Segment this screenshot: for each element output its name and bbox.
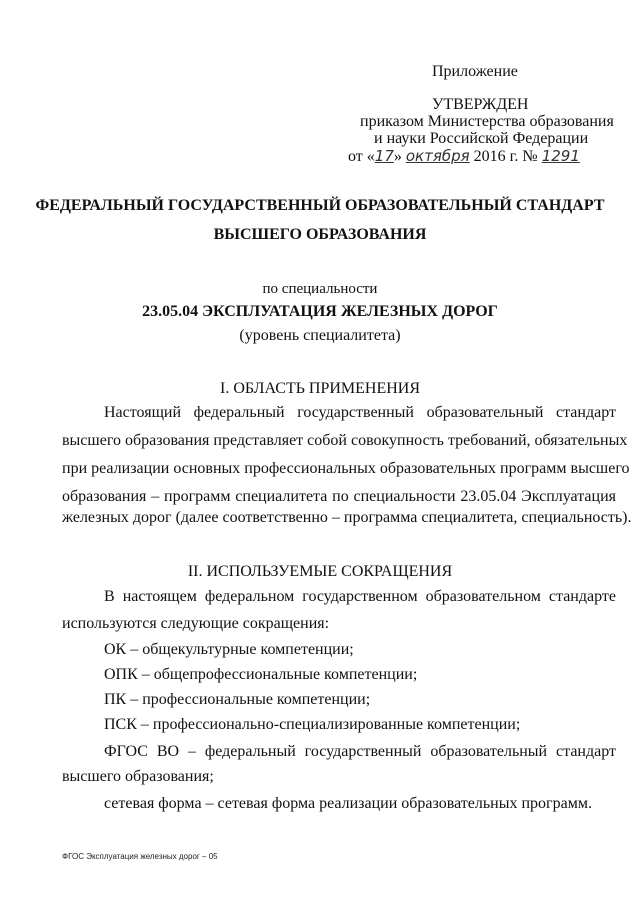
- section1-line: образования – программ специалитета по специальности 23.05.04 Эксплуатация: [62, 488, 616, 505]
- section2-intro-line2: используются следующие сокращения:: [62, 615, 330, 632]
- approval-date: [348, 147, 580, 166]
- approval-order-line1: приказом Министерства образования: [360, 113, 614, 130]
- section1-line: железных дорог (далее соответственно – программа специалитета, специальность).: [62, 509, 632, 526]
- approval-order-line2: и науки Российской Федерации: [374, 130, 589, 147]
- date-mid: »: [393, 148, 402, 165]
- date-year: 2016 г. №: [473, 148, 538, 165]
- fgos-line2: высшего образования;: [62, 768, 214, 785]
- abbreviation-item: ОПК – общепрофессиональные компетенции;: [104, 666, 418, 683]
- order-number-handwritten: 1291: [541, 147, 580, 165]
- section1-line: высшего образования представляет собой совокупность требований, обязательных: [62, 432, 628, 449]
- date-month-handwritten: октября: [405, 147, 470, 165]
- document-title-line2: ВЫСШЕГО ОБРАЗОВАНИЯ: [213, 226, 427, 243]
- section2-intro-line1: В настоящем федеральном государственном образовательном стандарте: [104, 588, 616, 605]
- section1-line: Настоящий федеральный государственный образовательный стандарт: [104, 404, 616, 421]
- section1-heading: I. ОБЛАСТЬ ПРИМЕНЕНИЯ: [219, 380, 421, 397]
- approved-label: УТВЕРЖДЕН: [432, 96, 529, 113]
- date-day-handwritten: 17: [374, 147, 394, 165]
- page-footer: ФГОС Эксплуатация железных дорог – 05: [62, 852, 218, 861]
- network-form-item: сетевая форма – сетевая форма реализации образовательных программ.: [104, 795, 592, 812]
- abbreviation-item: ОК – общекультурные компетенции;: [104, 641, 354, 658]
- specialty-name: 23.05.04 ЭКСПЛУАТАЦИЯ ЖЕЛЕЗНЫХ ДОРОГ: [142, 303, 498, 320]
- document-title-line1: ФЕДЕРАЛЬНЫЙ ГОСУДАРСТВЕННЫЙ ОБРАЗОВАТЕЛЬНЫЙ СТАНДАРТ: [35, 197, 605, 214]
- abbreviation-item: ПК – профессиональные компетенции;: [104, 691, 371, 708]
- section1-line: при реализации основных профессиональных образовательных программ высшего: [62, 460, 630, 477]
- specialty-level: (уровень специалитета): [239, 327, 401, 344]
- fgos-line1: ФГОС ВО – федеральный государственный образовательный стандарт: [104, 743, 616, 760]
- section2-heading: II. ИСПОЛЬЗУЕМЫЕ СОКРАЩЕНИЯ: [187, 563, 453, 580]
- specialty-intro: по специальности: [262, 281, 378, 297]
- date-prefix: от «: [348, 148, 375, 165]
- abbreviation-item: ПСК – профессионально-специализированные компетенции;: [104, 716, 521, 733]
- appendix-label: Приложение: [432, 63, 518, 80]
